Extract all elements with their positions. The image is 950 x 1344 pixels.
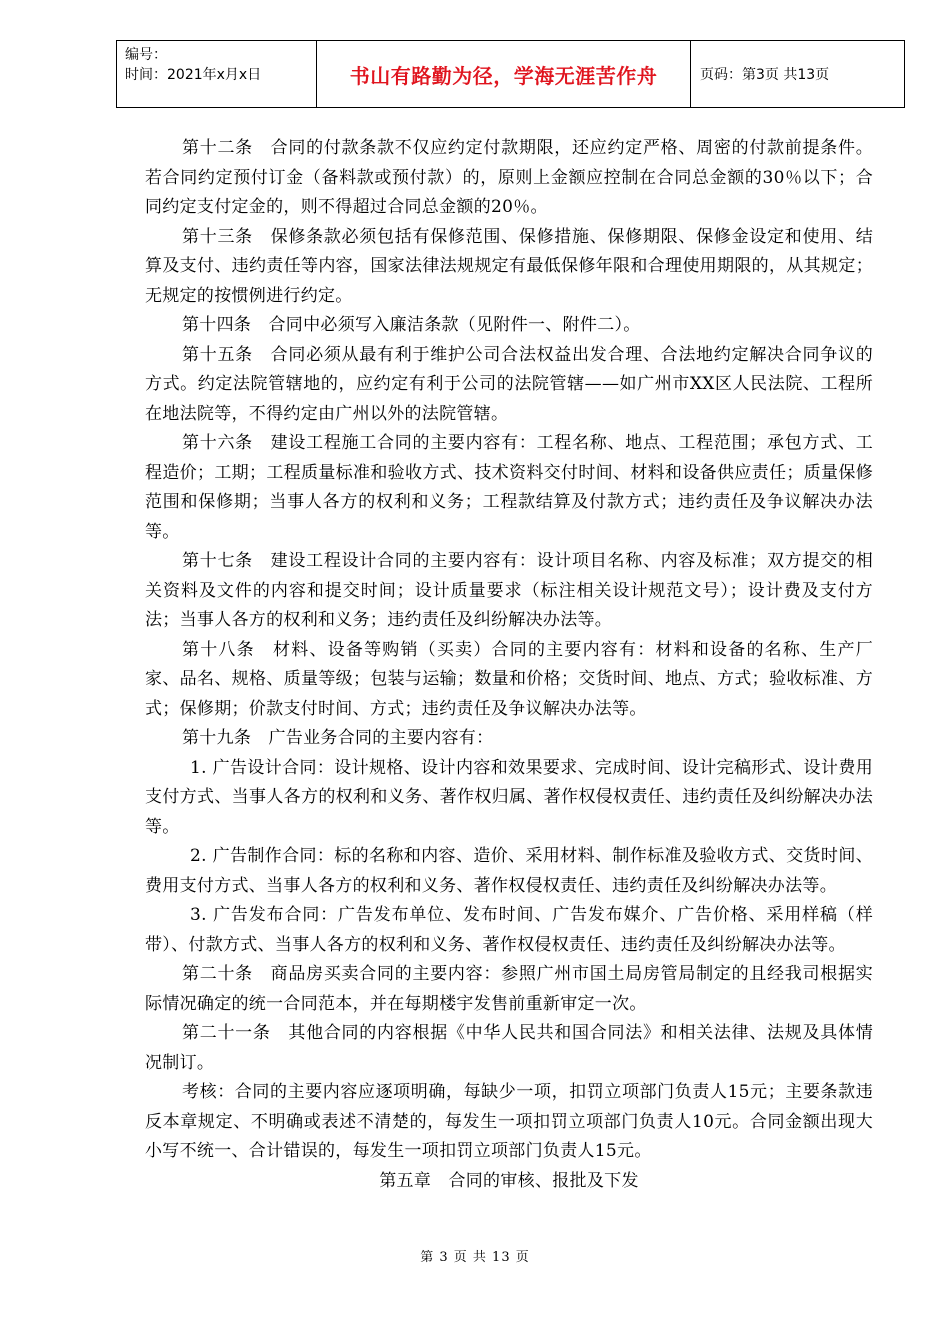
article-14: 第十四条 合同中必须写入廉洁条款（见附件一、附件二）。 [182,315,641,335]
page-footer: 第 3 页 共 13 页 [420,1250,530,1265]
article-16: 第十六条 建设工程施工合同的主要内容有：工程名称、地点、工程范围；承包方式、工程造价；工期；工程质量标准和验收方式、技术资料交付时间、材料和设备供应责任；质量保修范围和保修期；当事人各方的权利和义务；工程款结算及付款方式；违约责任及争议解决办法等。 [145,433,873,542]
article-17: 第十七条 建设工程设计合同的主要内容有：设计项目名称、内容及标准；双方提交的相关资料及文件的内容和提交时间；设计质量要求（标注相关设计规范文号）；设计费及支付方法；当事人各方的权利和义务；违约责任及纠纷解决办法等。 [145,551,873,630]
article-18: 第十八条 材料、设备等购销（买卖）合同的主要内容有：材料和设备的名称、生产厂家、品名、规格、质量等级；包装与运输；数量和价格；交货时间、地点、方式；验收标准、方式；保修期；价款支付时间、方式；违约责任及争议解决办法等。 [145,639,873,719]
header-page-info: 页码：第3页 共13页 [700,67,830,83]
page-header [116,40,905,108]
article-15: 第十五条 合同必须从最有利于维护公司合法权益出发合理、合法地约定解决合同争议的方式。约定法院管辖地的，应约定有利于公司的法院管辖——如广州市XX区人民法院、工程所在地法院等，不得约定由广州以外的法院管辖。 [145,344,873,424]
document-body [145,134,873,1196]
article-12: 第十二条 合同的付款条款不仅应约定付款期限，还应约定严格、周密的付款前提条件。若合同约定预付订金（备料款或预付款）的，原则上金额应控制在合同总金额的30％以下；合同约定支付定金的，则不得超过合同总金额的20％。 [145,138,873,217]
header-motto: 书山有路勤为径，学海无涯苦作舟 [317,41,691,107]
article-13: 第十三条 保修条款必须包括有保修范围、保修措施、保修期限、保修金设定和使用、结算及支付、违约责任等内容，国家法律法规规定有最低保修年限和合理使用期限的，从其规定；无规定的按惯例进行约定。 [145,226,873,306]
article-19: 第十九条 广告业务合同的主要内容有： [182,728,494,748]
header-meta [117,41,317,107]
article-19-item-1: 1. 广告设计合同：设计规格、设计内容和效果要求、完成时间、设计完稿形式、设计费用支付方式、当事人各方的权利和义务、著作权归属、著作权侵权责任、违约责任及纠纷解决办法等。 [145,757,873,837]
article-20: 第二十条 商品房买卖合同的主要内容：参照广州市国土局房管局制定的且经我司根据实际情况确定的统一合同范本，并在每期楼宇发售前重新审定一次。 [145,964,873,1014]
number-label: 编号： [125,47,167,63]
article-21: 第二十一条 其他合同的内容根据《中华人民共和国合同法》和相关法律、法规及具体情况制订。 [145,1023,873,1073]
article-19-item-3: 3. 广告发布合同：广告发布单位、发布时间、广告发布媒介、广告价格、采用样稿（样带）、付款方式、当事人各方的权利和义务、著作权侵权责任、违约责任及纠纷解决办法等。 [145,905,873,955]
article-19-item-2: 2. 广告制作合同：标的名称和内容、造价、采用材料、制作标准及验收方式、交货时间、费用支付方式、当事人各方的权利和义务、著作权侵权责任、违约责任及纠纷解决办法等。 [145,846,873,896]
time-label: 时间：2021年x月x日 [125,67,262,83]
assessment-paragraph: 考核：合同的主要内容应逐项明确，每缺少一项，扣罚立项部门负责人15元；主要条款违反本章规定、不明确或表述不清楚的，每发生一项扣罚立项部门负责人10元。合同金额出现大小写不统一、合计错误的，每发生一项扣罚立项部门负责人15元。 [145,1082,873,1161]
chapter-heading: 第五章 合同的审核、报批及下发 [379,1170,639,1191]
